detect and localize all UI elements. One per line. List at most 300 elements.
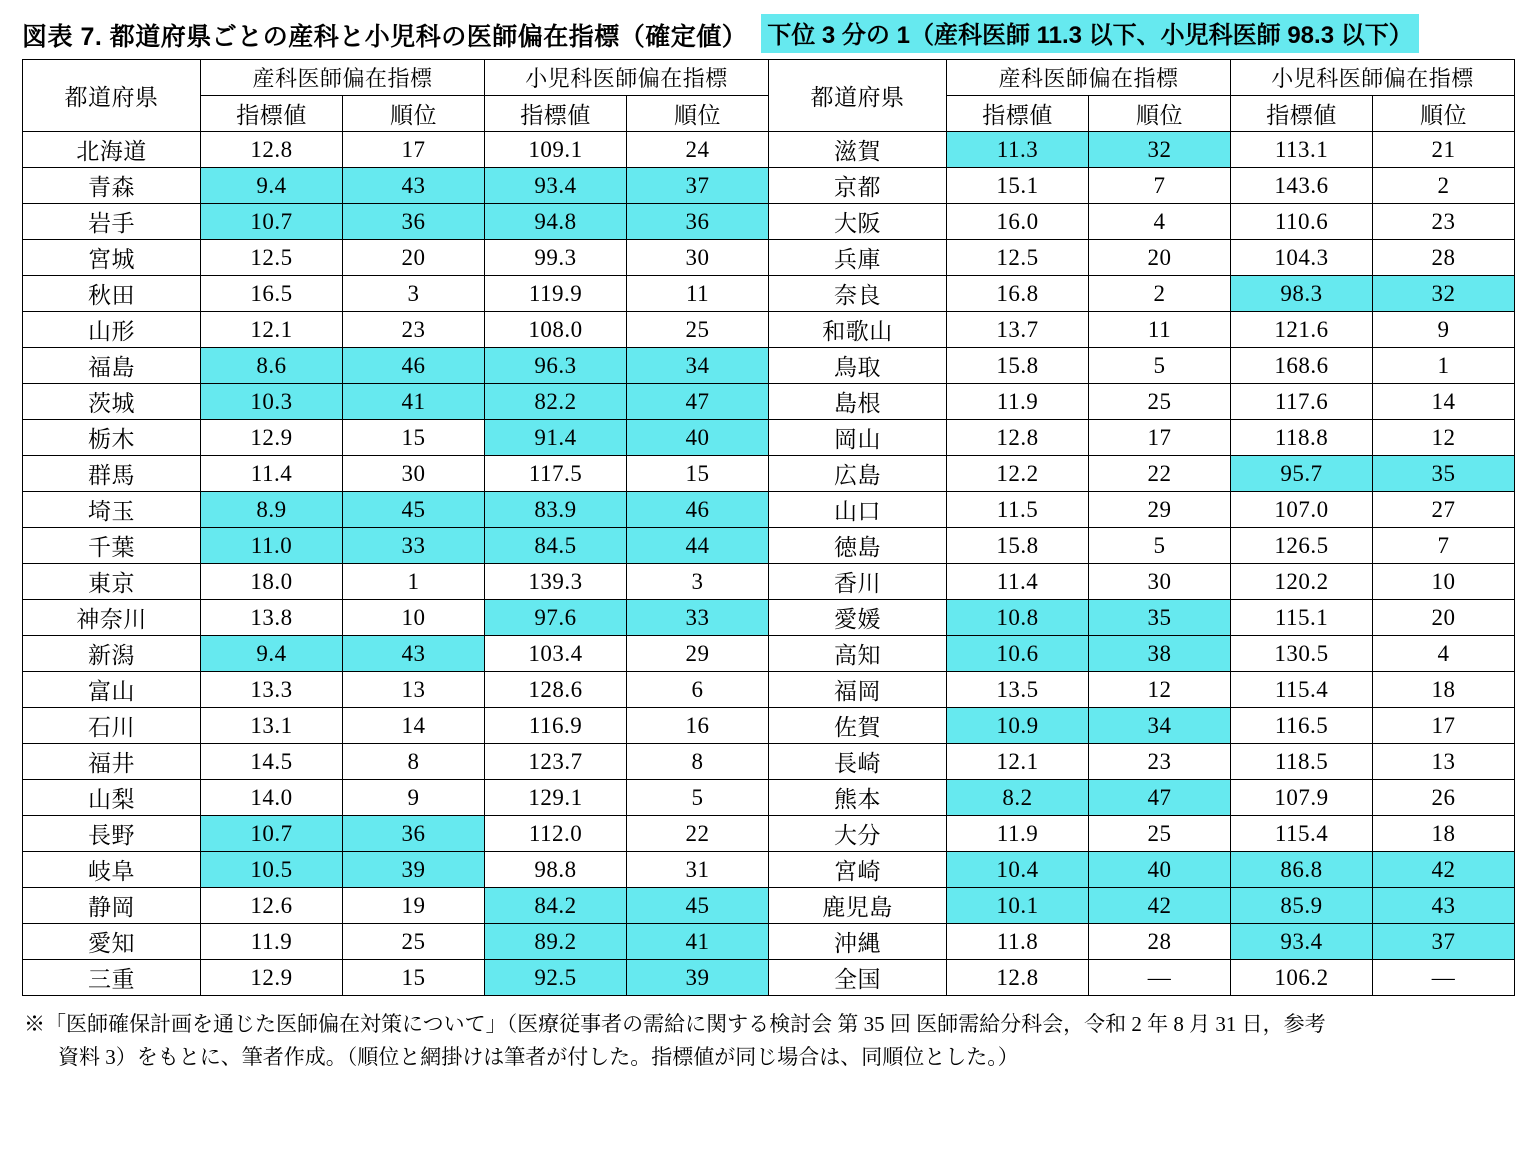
table-row xyxy=(769,852,1515,888)
cell-prefecture: 島根 xyxy=(769,384,947,420)
cell-pd-value: 98.8 xyxy=(485,852,627,888)
cell-ob-rank: 32 xyxy=(1089,132,1231,168)
cell-pd-value: 118.5 xyxy=(1231,744,1373,780)
cell-prefecture: 広島 xyxy=(769,456,947,492)
cell-ob-value: 14.5 xyxy=(201,744,343,780)
cell-ob-value: 18.0 xyxy=(201,564,343,600)
table-row xyxy=(769,636,1515,672)
header-prefecture: 都道府県 xyxy=(769,60,947,132)
cell-ob-rank: 34 xyxy=(1089,708,1231,744)
cell-prefecture: 静岡 xyxy=(23,888,201,924)
table-header-group-row xyxy=(769,60,1515,96)
cell-pd-value: 108.0 xyxy=(485,312,627,348)
cell-pd-rank: 8 xyxy=(627,744,769,780)
left-table-body xyxy=(23,132,769,996)
cell-pd-value: 116.9 xyxy=(485,708,627,744)
cell-prefecture: 秋田 xyxy=(23,276,201,312)
cell-pd-rank: 11 xyxy=(627,276,769,312)
cell-pd-value: 89.2 xyxy=(485,924,627,960)
cell-pd-value: 116.5 xyxy=(1231,708,1373,744)
cell-pd-rank: 6 xyxy=(627,672,769,708)
legend-badge: 下位 3 分の 1（産科医師 11.3 以下、小児科医師 98.3 以下） xyxy=(761,14,1418,53)
cell-ob-value: 12.8 xyxy=(201,132,343,168)
cell-pd-value: 103.4 xyxy=(485,636,627,672)
cell-ob-rank: 22 xyxy=(1089,456,1231,492)
cell-prefecture: 岡山 xyxy=(769,420,947,456)
cell-pd-value: 107.9 xyxy=(1231,780,1373,816)
cell-ob-value: 12.1 xyxy=(947,744,1089,780)
cell-prefecture: 兵庫 xyxy=(769,240,947,276)
cell-ob-rank: 39 xyxy=(343,852,485,888)
cell-pd-value: 95.7 xyxy=(1231,456,1373,492)
cell-pd-rank: 28 xyxy=(1373,240,1515,276)
cell-prefecture: 群馬 xyxy=(23,456,201,492)
header-ob-rank: 順位 xyxy=(343,96,485,132)
cell-ob-rank: 3 xyxy=(343,276,485,312)
table-row xyxy=(23,312,769,348)
cell-prefecture: 沖縄 xyxy=(769,924,947,960)
cell-pd-rank: 25 xyxy=(627,312,769,348)
cell-ob-value: 11.9 xyxy=(201,924,343,960)
cell-ob-rank: 40 xyxy=(1089,852,1231,888)
cell-pd-rank: 23 xyxy=(1373,204,1515,240)
cell-ob-value: 10.7 xyxy=(201,816,343,852)
cell-pd-value: 96.3 xyxy=(485,348,627,384)
cell-prefecture: 宮城 xyxy=(23,240,201,276)
cell-pd-rank: 4 xyxy=(1373,636,1515,672)
table-row xyxy=(769,204,1515,240)
cell-prefecture: 全国 xyxy=(769,960,947,996)
table-row xyxy=(769,456,1515,492)
cell-prefecture: 三重 xyxy=(23,960,201,996)
cell-ob-rank: 25 xyxy=(1089,384,1231,420)
cell-pd-value: 130.5 xyxy=(1231,636,1373,672)
cell-pd-value: 121.6 xyxy=(1231,312,1373,348)
table-row xyxy=(23,384,769,420)
table-row xyxy=(23,276,769,312)
cell-pd-rank: 45 xyxy=(627,888,769,924)
cell-pd-rank: 46 xyxy=(627,492,769,528)
cell-pd-rank: 2 xyxy=(1373,168,1515,204)
cell-ob-value: 12.8 xyxy=(947,960,1089,996)
table-row xyxy=(23,564,769,600)
cell-prefecture: 大分 xyxy=(769,816,947,852)
cell-ob-rank: 47 xyxy=(1089,780,1231,816)
cell-ob-rank: 19 xyxy=(343,888,485,924)
cell-ob-rank: 13 xyxy=(343,672,485,708)
cell-ob-rank: 36 xyxy=(343,816,485,852)
table-row xyxy=(769,780,1515,816)
cell-prefecture: 熊本 xyxy=(769,780,947,816)
table-row xyxy=(23,888,769,924)
table-row xyxy=(23,780,769,816)
cell-ob-value: 10.9 xyxy=(947,708,1089,744)
cell-pd-rank: 22 xyxy=(627,816,769,852)
table-row xyxy=(23,924,769,960)
cell-prefecture: 鳥取 xyxy=(769,348,947,384)
table-row xyxy=(769,240,1515,276)
cell-ob-value: 16.0 xyxy=(947,204,1089,240)
table-row xyxy=(769,672,1515,708)
table-row xyxy=(769,384,1515,420)
header-pediatrics-group: 小児科医師偏在指標 xyxy=(1231,60,1515,96)
source-note xyxy=(0,996,1532,1073)
cell-pd-value: 115.1 xyxy=(1231,600,1373,636)
cell-ob-rank: 43 xyxy=(343,636,485,672)
cell-ob-value: 11.4 xyxy=(201,456,343,492)
cell-pd-rank: 29 xyxy=(627,636,769,672)
cell-pd-value: 110.6 xyxy=(1231,204,1373,240)
cell-ob-value: 11.9 xyxy=(947,816,1089,852)
cell-ob-value: 15.8 xyxy=(947,348,1089,384)
header-pediatrics-group: 小児科医師偏在指標 xyxy=(485,60,769,96)
cell-ob-value: 10.5 xyxy=(201,852,343,888)
cell-pd-value: 98.3 xyxy=(1231,276,1373,312)
cell-pd-value: 91.4 xyxy=(485,420,627,456)
cell-prefecture: 佐賀 xyxy=(769,708,947,744)
cell-pd-rank: 3 xyxy=(627,564,769,600)
table-row xyxy=(769,312,1515,348)
cell-pd-value: 139.3 xyxy=(485,564,627,600)
tables-container xyxy=(0,59,1532,996)
cell-ob-value: 12.9 xyxy=(201,960,343,996)
cell-ob-value: 10.3 xyxy=(201,384,343,420)
cell-ob-value: 10.7 xyxy=(201,204,343,240)
table-header-group-row xyxy=(23,60,769,96)
cell-pd-value: 128.6 xyxy=(485,672,627,708)
cell-pd-rank: 34 xyxy=(627,348,769,384)
table-row xyxy=(23,636,769,672)
cell-prefecture: 栃木 xyxy=(23,420,201,456)
cell-prefecture: 新潟 xyxy=(23,636,201,672)
cell-ob-rank: 30 xyxy=(343,456,485,492)
cell-pd-rank: 42 xyxy=(1373,852,1515,888)
cell-prefecture: 山口 xyxy=(769,492,947,528)
cell-pd-rank: 40 xyxy=(627,420,769,456)
cell-ob-value: 12.5 xyxy=(947,240,1089,276)
cell-ob-value: 8.9 xyxy=(201,492,343,528)
cell-prefecture: 京都 xyxy=(769,168,947,204)
cell-ob-value: 12.9 xyxy=(201,420,343,456)
cell-pd-value: 84.2 xyxy=(485,888,627,924)
table-row-total xyxy=(769,960,1515,996)
cell-pd-value: 117.5 xyxy=(485,456,627,492)
table-row xyxy=(23,420,769,456)
cell-pd-rank: 17 xyxy=(1373,708,1515,744)
header-pd-value: 指標値 xyxy=(485,96,627,132)
cell-ob-rank: 25 xyxy=(1089,816,1231,852)
cell-pd-rank: 44 xyxy=(627,528,769,564)
cell-ob-value: 12.8 xyxy=(947,420,1089,456)
cell-prefecture: 和歌山 xyxy=(769,312,947,348)
cell-ob-rank: 8 xyxy=(343,744,485,780)
cell-ob-rank: 9 xyxy=(343,780,485,816)
cell-pd-value: 115.4 xyxy=(1231,816,1373,852)
cell-ob-value: 10.4 xyxy=(947,852,1089,888)
cell-pd-value: 120.2 xyxy=(1231,564,1373,600)
cell-pd-value: 106.2 xyxy=(1231,960,1373,996)
cell-pd-value: 99.3 xyxy=(485,240,627,276)
cell-ob-rank: 43 xyxy=(343,168,485,204)
table-row xyxy=(769,888,1515,924)
cell-ob-value: 11.4 xyxy=(947,564,1089,600)
page-title: 図表 7. 都道府県ごとの産科と小児科の医師偏在指標（確定値） xyxy=(22,23,748,51)
left-table-wrapper xyxy=(22,59,768,996)
right-table-wrapper xyxy=(768,59,1514,996)
cell-pd-value: 82.2 xyxy=(485,384,627,420)
table-row xyxy=(769,132,1515,168)
table-row xyxy=(23,816,769,852)
cell-ob-value: 15.8 xyxy=(947,528,1089,564)
cell-pd-rank: 5 xyxy=(627,780,769,816)
cell-prefecture: 神奈川 xyxy=(23,600,201,636)
header-pd-value: 指標値 xyxy=(1231,96,1373,132)
cell-ob-rank: 30 xyxy=(1089,564,1231,600)
table-row xyxy=(769,600,1515,636)
table-row xyxy=(769,564,1515,600)
table-row xyxy=(23,960,769,996)
cell-pd-rank: 27 xyxy=(1373,492,1515,528)
table-row xyxy=(769,168,1515,204)
cell-pd-rank: 41 xyxy=(627,924,769,960)
cell-ob-value: 13.8 xyxy=(201,600,343,636)
table-row xyxy=(23,348,769,384)
cell-pd-rank: 31 xyxy=(627,852,769,888)
table-row xyxy=(769,816,1515,852)
cell-ob-rank: 45 xyxy=(343,492,485,528)
table-row xyxy=(769,924,1515,960)
cell-pd-value: 117.6 xyxy=(1231,384,1373,420)
table-row xyxy=(769,528,1515,564)
cell-pd-value: 104.3 xyxy=(1231,240,1373,276)
header-ob-rank: 順位 xyxy=(1089,96,1231,132)
cell-prefecture: 千葉 xyxy=(23,528,201,564)
cell-ob-value: 9.4 xyxy=(201,636,343,672)
table-row xyxy=(769,708,1515,744)
cell-prefecture: 奈良 xyxy=(769,276,947,312)
cell-pd-rank: 13 xyxy=(1373,744,1515,780)
cell-ob-rank: 33 xyxy=(343,528,485,564)
cell-pd-value: 83.9 xyxy=(485,492,627,528)
cell-ob-rank: 14 xyxy=(343,708,485,744)
cell-ob-value: 8.6 xyxy=(201,348,343,384)
cell-prefecture: 東京 xyxy=(23,564,201,600)
cell-ob-value: 12.5 xyxy=(201,240,343,276)
cell-pd-value: 129.1 xyxy=(485,780,627,816)
cell-pd-rank: 26 xyxy=(1373,780,1515,816)
right-table-body xyxy=(769,132,1515,996)
table-row xyxy=(23,204,769,240)
table-row xyxy=(23,132,769,168)
table-row xyxy=(23,456,769,492)
cell-ob-value: 16.8 xyxy=(947,276,1089,312)
cell-pd-value: 93.4 xyxy=(485,168,627,204)
cell-prefecture: 岩手 xyxy=(23,204,201,240)
cell-prefecture: 山梨 xyxy=(23,780,201,816)
cell-ob-value: 9.4 xyxy=(201,168,343,204)
cell-pd-rank: — xyxy=(1373,960,1515,996)
table-row xyxy=(23,672,769,708)
table-row xyxy=(23,240,769,276)
cell-ob-rank: 7 xyxy=(1089,168,1231,204)
table-row xyxy=(23,852,769,888)
cell-pd-rank: 32 xyxy=(1373,276,1515,312)
cell-ob-value: 16.5 xyxy=(201,276,343,312)
cell-ob-rank: 15 xyxy=(343,420,485,456)
cell-ob-value: 13.1 xyxy=(201,708,343,744)
cell-prefecture: 石川 xyxy=(23,708,201,744)
cell-ob-value: 8.2 xyxy=(947,780,1089,816)
cell-ob-value: 12.1 xyxy=(201,312,343,348)
cell-ob-rank: 2 xyxy=(1089,276,1231,312)
cell-pd-value: 85.9 xyxy=(1231,888,1373,924)
cell-pd-rank: 39 xyxy=(627,960,769,996)
cell-pd-rank: 1 xyxy=(1373,348,1515,384)
left-table xyxy=(22,59,769,996)
cell-ob-rank: 5 xyxy=(1089,348,1231,384)
cell-prefecture: 長野 xyxy=(23,816,201,852)
cell-ob-rank: 20 xyxy=(343,240,485,276)
cell-ob-rank: 12 xyxy=(1089,672,1231,708)
cell-prefecture: 山形 xyxy=(23,312,201,348)
cell-ob-rank: 15 xyxy=(343,960,485,996)
cell-ob-rank: 23 xyxy=(1089,744,1231,780)
cell-ob-rank: 4 xyxy=(1089,204,1231,240)
cell-pd-rank: 18 xyxy=(1373,672,1515,708)
table-row xyxy=(769,744,1515,780)
cell-pd-rank: 12 xyxy=(1373,420,1515,456)
cell-pd-rank: 35 xyxy=(1373,456,1515,492)
cell-ob-value: 11.5 xyxy=(947,492,1089,528)
cell-ob-rank: 46 xyxy=(343,348,485,384)
cell-pd-value: 143.6 xyxy=(1231,168,1373,204)
cell-pd-value: 109.1 xyxy=(485,132,627,168)
cell-pd-rank: 36 xyxy=(627,204,769,240)
cell-ob-value: 11.9 xyxy=(947,384,1089,420)
cell-pd-value: 123.7 xyxy=(485,744,627,780)
cell-prefecture: 高知 xyxy=(769,636,947,672)
cell-pd-rank: 43 xyxy=(1373,888,1515,924)
header-obstetrics-group: 産科医師偏在指標 xyxy=(201,60,485,96)
cell-ob-rank: 1 xyxy=(343,564,485,600)
cell-pd-value: 112.0 xyxy=(485,816,627,852)
cell-pd-rank: 14 xyxy=(1373,384,1515,420)
table-row xyxy=(23,492,769,528)
cell-pd-rank: 15 xyxy=(627,456,769,492)
cell-pd-value: 97.6 xyxy=(485,600,627,636)
cell-prefecture: 長崎 xyxy=(769,744,947,780)
cell-ob-rank: 42 xyxy=(1089,888,1231,924)
cell-pd-value: 86.8 xyxy=(1231,852,1373,888)
cell-ob-rank: 28 xyxy=(1089,924,1231,960)
cell-ob-rank: 17 xyxy=(343,132,485,168)
right-table xyxy=(768,59,1515,996)
cell-prefecture: 愛知 xyxy=(23,924,201,960)
header-ob-value: 指標値 xyxy=(947,96,1089,132)
cell-pd-value: 84.5 xyxy=(485,528,627,564)
cell-pd-value: 93.4 xyxy=(1231,924,1373,960)
table-row xyxy=(769,276,1515,312)
cell-ob-value: 13.3 xyxy=(201,672,343,708)
cell-ob-rank: 35 xyxy=(1089,600,1231,636)
cell-pd-value: 119.9 xyxy=(485,276,627,312)
cell-pd-value: 168.6 xyxy=(1231,348,1373,384)
cell-pd-rank: 47 xyxy=(627,384,769,420)
cell-prefecture: 愛媛 xyxy=(769,600,947,636)
cell-ob-rank: 41 xyxy=(343,384,485,420)
cell-prefecture: 香川 xyxy=(769,564,947,600)
cell-pd-value: 107.0 xyxy=(1231,492,1373,528)
header-pd-rank: 順位 xyxy=(627,96,769,132)
table-row xyxy=(23,168,769,204)
cell-ob-rank: 17 xyxy=(1089,420,1231,456)
source-note-line1: ※「医師確保計画を通じた医師偏在対策について」（医療従事者の需給に関する検討会 第 35 回 医師需給分科会，令和 2 年 8 月 31 日，参考 xyxy=(24,1012,1326,1036)
cell-ob-value: 13.7 xyxy=(947,312,1089,348)
cell-ob-rank: 36 xyxy=(343,204,485,240)
table-row xyxy=(23,600,769,636)
cell-pd-value: 92.5 xyxy=(485,960,627,996)
cell-ob-value: 11.8 xyxy=(947,924,1089,960)
cell-ob-value: 10.8 xyxy=(947,600,1089,636)
cell-prefecture: 大阪 xyxy=(769,204,947,240)
header-ob-value: 指標値 xyxy=(201,96,343,132)
cell-ob-rank: 23 xyxy=(343,312,485,348)
cell-pd-rank: 33 xyxy=(627,600,769,636)
cell-pd-value: 118.8 xyxy=(1231,420,1373,456)
cell-prefecture: 福島 xyxy=(23,348,201,384)
cell-pd-rank: 10 xyxy=(1373,564,1515,600)
cell-ob-value: 11.0 xyxy=(201,528,343,564)
cell-ob-rank: — xyxy=(1089,960,1231,996)
cell-pd-rank: 7 xyxy=(1373,528,1515,564)
table-row xyxy=(769,348,1515,384)
cell-prefecture: 北海道 xyxy=(23,132,201,168)
cell-prefecture: 埼玉 xyxy=(23,492,201,528)
table-row xyxy=(769,492,1515,528)
header-prefecture: 都道府県 xyxy=(23,60,201,132)
table-row xyxy=(769,420,1515,456)
table-row xyxy=(23,708,769,744)
cell-prefecture: 宮崎 xyxy=(769,852,947,888)
cell-ob-rank: 29 xyxy=(1089,492,1231,528)
cell-ob-value: 12.6 xyxy=(201,888,343,924)
cell-ob-value: 14.0 xyxy=(201,780,343,816)
cell-prefecture: 滋賀 xyxy=(769,132,947,168)
cell-ob-rank: 10 xyxy=(343,600,485,636)
cell-pd-value: 113.1 xyxy=(1231,132,1373,168)
table-row xyxy=(23,528,769,564)
header-obstetrics-group: 産科医師偏在指標 xyxy=(947,60,1231,96)
cell-pd-rank: 20 xyxy=(1373,600,1515,636)
cell-ob-rank: 20 xyxy=(1089,240,1231,276)
header-pd-rank: 順位 xyxy=(1373,96,1515,132)
cell-ob-value: 11.3 xyxy=(947,132,1089,168)
cell-pd-rank: 21 xyxy=(1373,132,1515,168)
cell-ob-value: 10.1 xyxy=(947,888,1089,924)
cell-pd-rank: 37 xyxy=(627,168,769,204)
cell-prefecture: 徳島 xyxy=(769,528,947,564)
cell-prefecture: 富山 xyxy=(23,672,201,708)
cell-pd-rank: 9 xyxy=(1373,312,1515,348)
cell-ob-value: 15.1 xyxy=(947,168,1089,204)
cell-pd-rank: 16 xyxy=(627,708,769,744)
cell-ob-value: 12.2 xyxy=(947,456,1089,492)
cell-pd-rank: 37 xyxy=(1373,924,1515,960)
cell-ob-value: 13.5 xyxy=(947,672,1089,708)
cell-pd-rank: 24 xyxy=(627,132,769,168)
cell-pd-rank: 30 xyxy=(627,240,769,276)
cell-prefecture: 福井 xyxy=(23,744,201,780)
